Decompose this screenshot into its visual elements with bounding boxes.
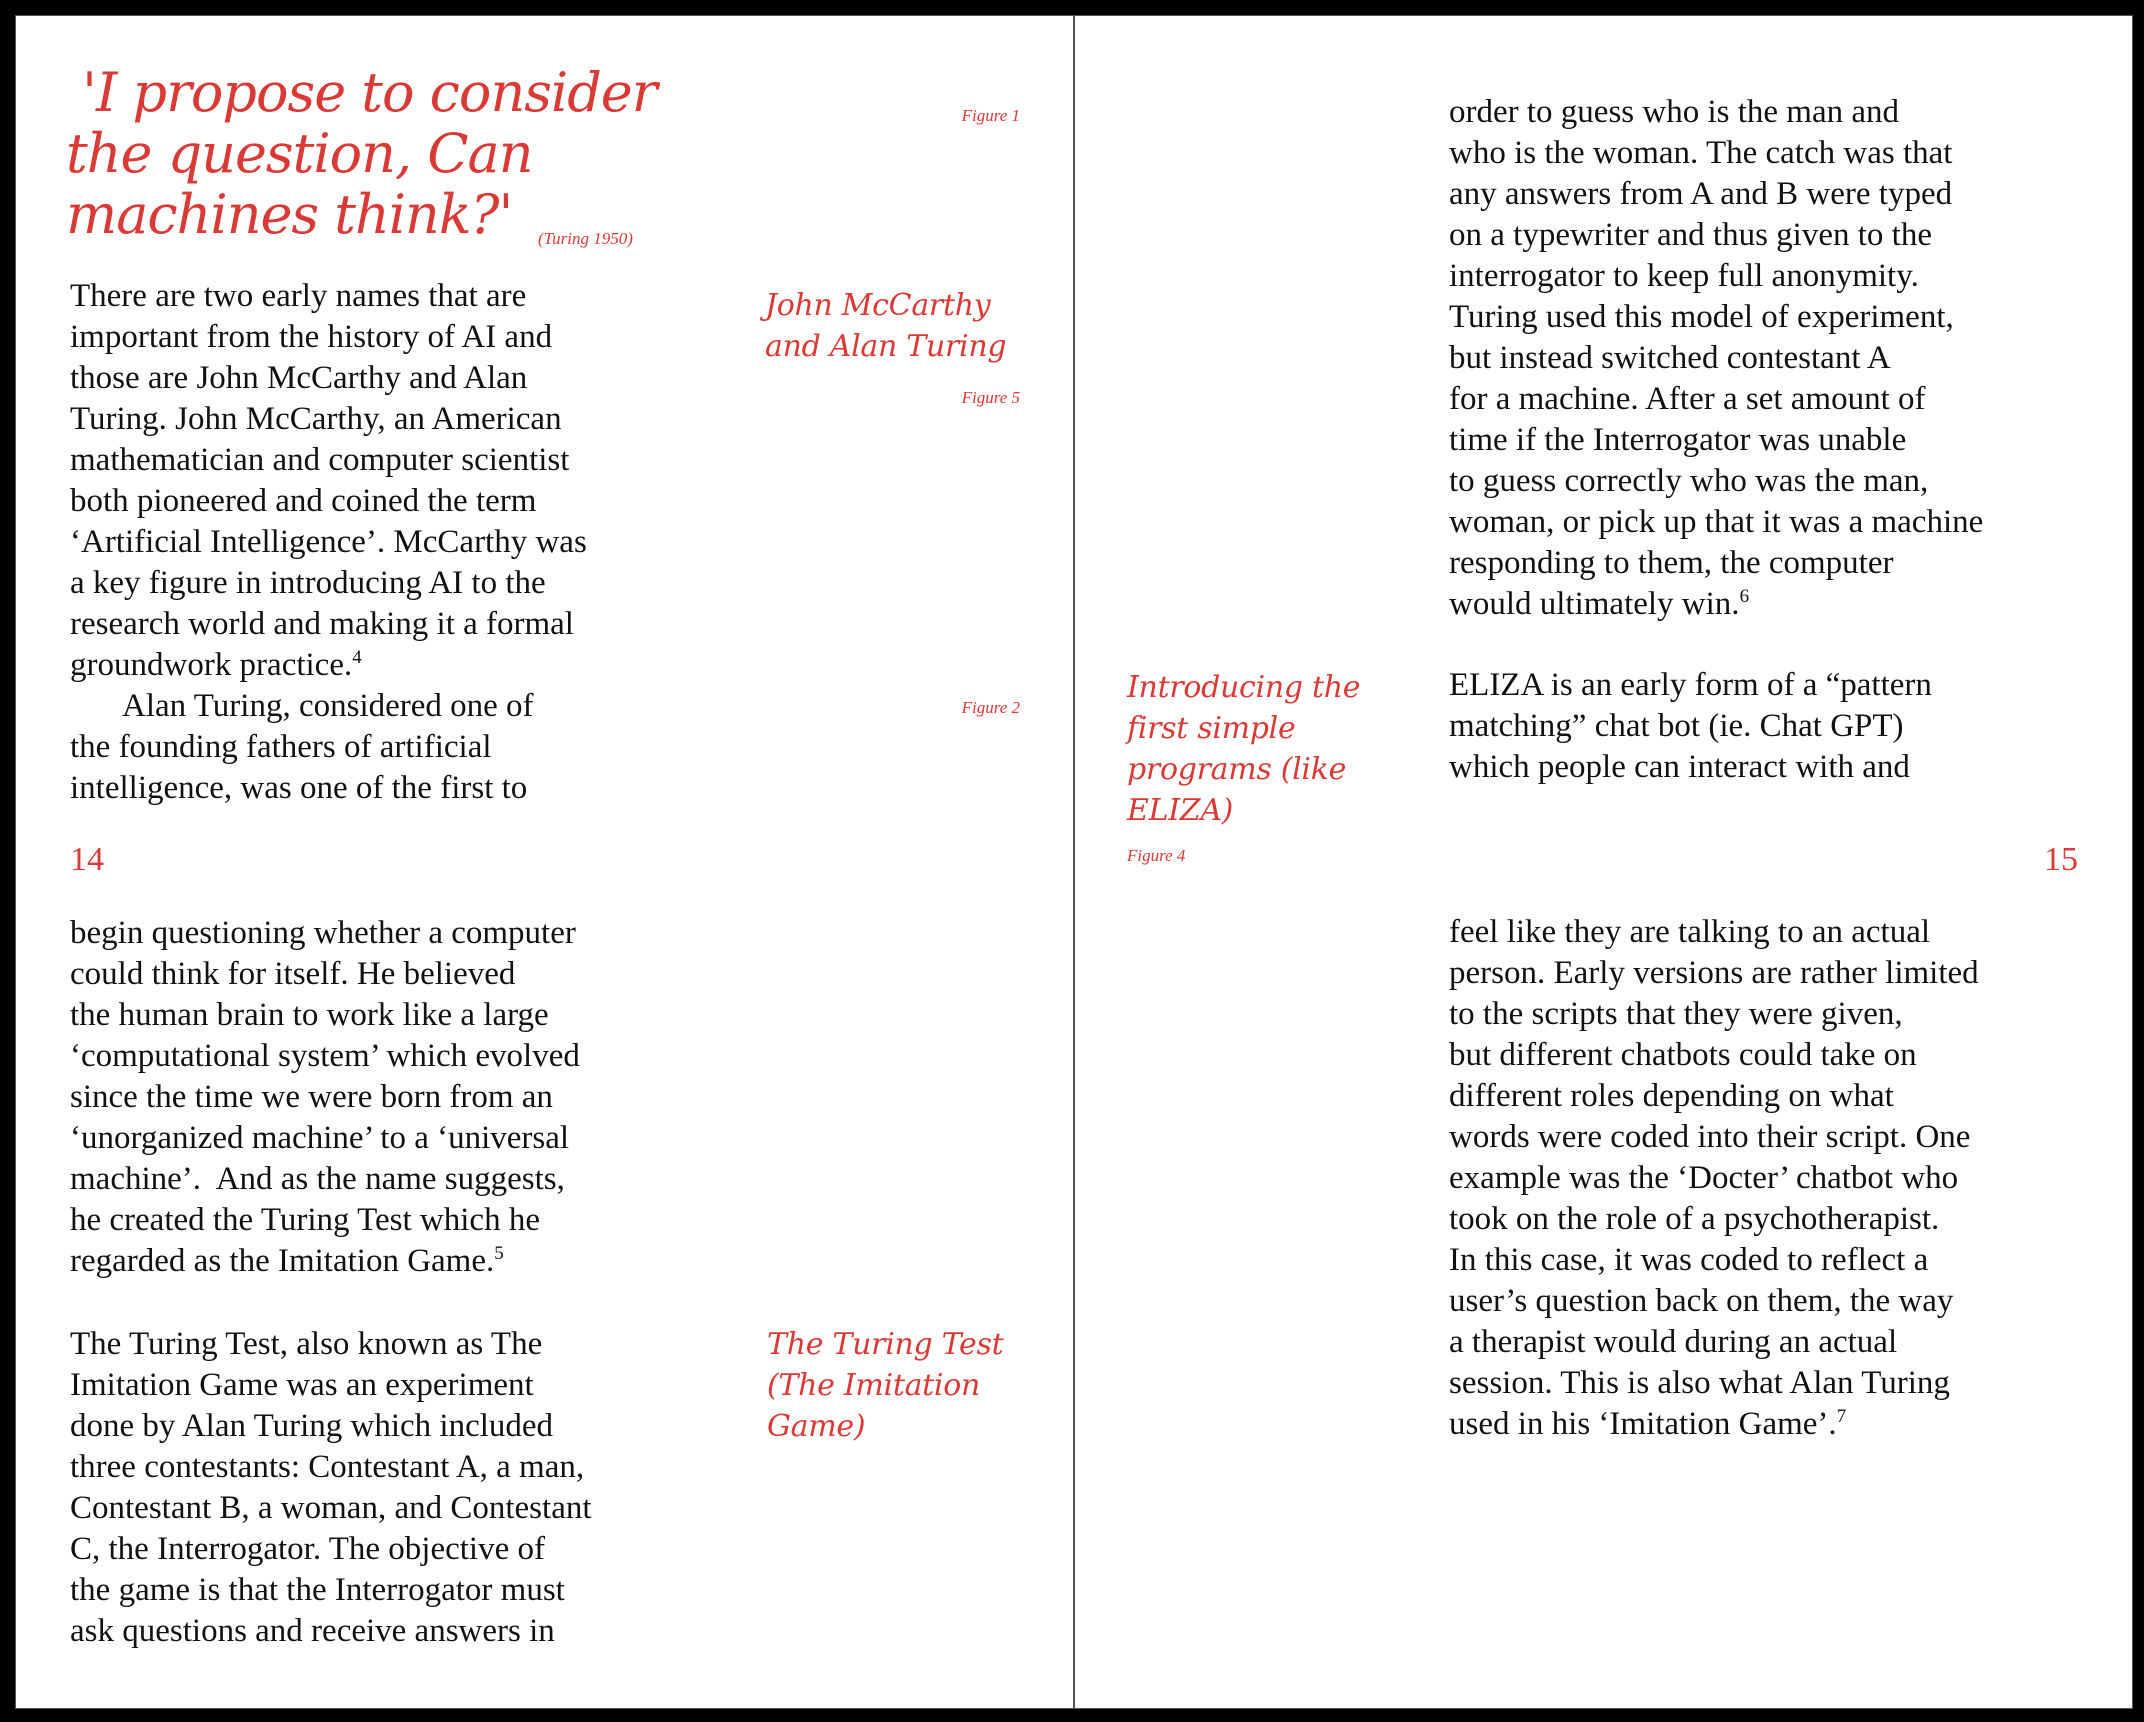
body-block-imitation-game (1449, 92, 1983, 625)
page-number-left: 14 (70, 841, 104, 878)
pull-quote (66, 62, 657, 245)
body-line: There are two early names that are (70, 278, 527, 314)
body-line-text: used in his ‘Imitation Game’. (1449, 1406, 1837, 1442)
body-line (70, 1241, 580, 1282)
body-line: the game is that the Interrogator must (70, 1572, 565, 1608)
body-line: but instead switched contestant A (1449, 340, 1891, 376)
body-block-turing-test (70, 1324, 592, 1652)
body-line: since the time we were born from an (70, 1079, 553, 1115)
body-line: different roles depending on what (1449, 1078, 1894, 1114)
body-line: responding to them, the computer (1449, 545, 1894, 581)
body-line (1449, 584, 1983, 625)
body-line: person. Early versions are rather limited (1449, 955, 1979, 991)
body-block-eliza (1449, 665, 1932, 788)
body-line: ELIZA is an early form of a “pattern (1449, 667, 1932, 703)
body-line: C, the Interrogator. The objective of (70, 1531, 545, 1567)
body-line: done by Alan Turing which included (70, 1408, 554, 1444)
quote-citation: (Turing 1950) (538, 229, 633, 248)
body-line: Imitation Game was an experiment (70, 1367, 534, 1403)
body-line-text: regarded as the Imitation Game. (70, 1243, 495, 1279)
body-line: to the scripts that they were given, (1449, 996, 1903, 1032)
body-line: any answers from A and B were typed (1449, 176, 1953, 212)
figure-label-1: Figure 1 (961, 106, 1020, 125)
footnote-marker[interactable]: 6 (1739, 586, 1750, 607)
body-line: a therapist would during an actual (1449, 1324, 1898, 1360)
body-line: the human brain to work like a large (70, 997, 549, 1033)
body-line: feel like they are talking to an actual (1449, 914, 1931, 950)
body-line: words were coded into their script. One (1449, 1119, 1971, 1155)
body-line: research world and making it a formal (70, 606, 574, 642)
body-line: important from the history of AI and (70, 319, 553, 355)
body-line: he created the Turing Test which he (70, 1202, 540, 1238)
body-line: Turing. John McCarthy, an American (70, 401, 562, 437)
page-spine-divider (1073, 15, 1075, 1709)
body-line-text: would ultimately win. (1449, 586, 1740, 622)
body-line: but different chatbots could take on (1449, 1037, 1917, 1073)
body-line: to guess correctly who was the man, (1449, 463, 1929, 499)
body-block-chatbots (1449, 912, 1979, 1445)
side-note-line: and Alan Turing (765, 329, 1007, 364)
body-line: ‘Artificial Intelligence’. McCarthy was (70, 524, 587, 560)
body-line: intelligence, was one of the first to (70, 770, 528, 806)
body-line: The Turing Test, also known as The (70, 1326, 543, 1362)
body-line: matching” chat bot (ie. Chat GPT) (1449, 708, 1904, 744)
body-line: order to guess who is the man and (1449, 94, 1899, 130)
side-note-line: Game) (767, 1409, 866, 1444)
body-line: Turing used this model of experiment, (1449, 299, 1954, 335)
body-line: Alan Turing, considered one of (122, 688, 534, 724)
page-number-right: 15 (2044, 841, 2078, 878)
footnote-marker[interactable]: 5 (494, 1243, 504, 1264)
body-line: mathematician and computer scientist (70, 442, 570, 478)
body-line: interrogator to keep full anonymity. (1449, 258, 1919, 294)
body-line: three contestants: Contestant A, a man, (70, 1449, 585, 1485)
body-block-intro (70, 276, 587, 809)
body-line: time if the Interrogator was unable (1449, 422, 1907, 458)
side-note-line: John McCarthy (765, 288, 991, 323)
body-line: ask questions and receive answers in (70, 1613, 555, 1649)
side-note-eliza (1127, 667, 1360, 831)
body-line: begin questioning whether a computer (70, 915, 576, 951)
body-line: a key figure in introducing AI to the (70, 565, 546, 601)
body-line: both pioneered and coined the term (70, 483, 537, 519)
figure-label-2: Figure 2 (961, 698, 1020, 717)
body-line: machine’. And as the name suggests, (70, 1161, 565, 1197)
side-note-mccarthy-turing (765, 285, 1006, 367)
body-line: who is the woman. The catch was that (1449, 135, 1953, 171)
body-line: woman, or pick up that it was a machine (1449, 504, 1984, 540)
side-note-line: programs (like (1127, 752, 1347, 787)
pull-quote-line: 'I propose to consider (66, 61, 657, 124)
side-note-line: Introducing the (1127, 670, 1361, 705)
pull-quote-line: the question, Can (66, 122, 533, 185)
figure-label-5: Figure 5 (961, 388, 1020, 407)
body-line: user’s question back on them, the way (1449, 1283, 1954, 1319)
body-line: example was the ‘Docter’ chatbot who (1449, 1160, 1959, 1196)
footnote-marker[interactable]: 4 (352, 647, 362, 668)
body-line: on a typewriter and thus given to the (1449, 217, 1932, 253)
body-block-turing-brain (70, 913, 580, 1282)
footnote-marker[interactable]: 7 (1836, 1406, 1847, 1427)
side-note-line: The Turing Test (767, 1327, 1004, 1362)
body-line: the founding fathers of artificial (70, 729, 492, 765)
body-line: ‘computational system’ which evolved (70, 1038, 580, 1074)
body-line: could think for itself. He believed (70, 956, 516, 992)
side-note-turing-test (767, 1324, 1003, 1447)
figure-label-4: Figure 4 (1127, 846, 1186, 865)
body-line: session. This is also what Alan Turing (1449, 1365, 1950, 1401)
body-line: Contestant B, a woman, and Contestant (70, 1490, 592, 1526)
body-line: In this case, it was coded to reflect a (1449, 1242, 1929, 1278)
side-note-line: ELIZA) (1127, 793, 1234, 828)
body-line-text: groundwork practice. (70, 647, 353, 683)
body-line (1449, 1404, 1979, 1445)
side-note-line: (The Imitation (767, 1368, 980, 1403)
pull-quote-line: machines think?' (66, 183, 513, 246)
body-line: which people can interact with and (1449, 749, 1910, 785)
body-line: ‘unorganized machine’ to a ‘universal (70, 1120, 570, 1156)
body-line: for a machine. After a set amount of (1449, 381, 1926, 417)
side-note-line: first simple (1127, 711, 1296, 746)
body-line (70, 645, 587, 686)
body-line: took on the role of a psychotherapist. (1449, 1201, 1940, 1237)
body-line: those are John McCarthy and Alan (70, 360, 528, 396)
